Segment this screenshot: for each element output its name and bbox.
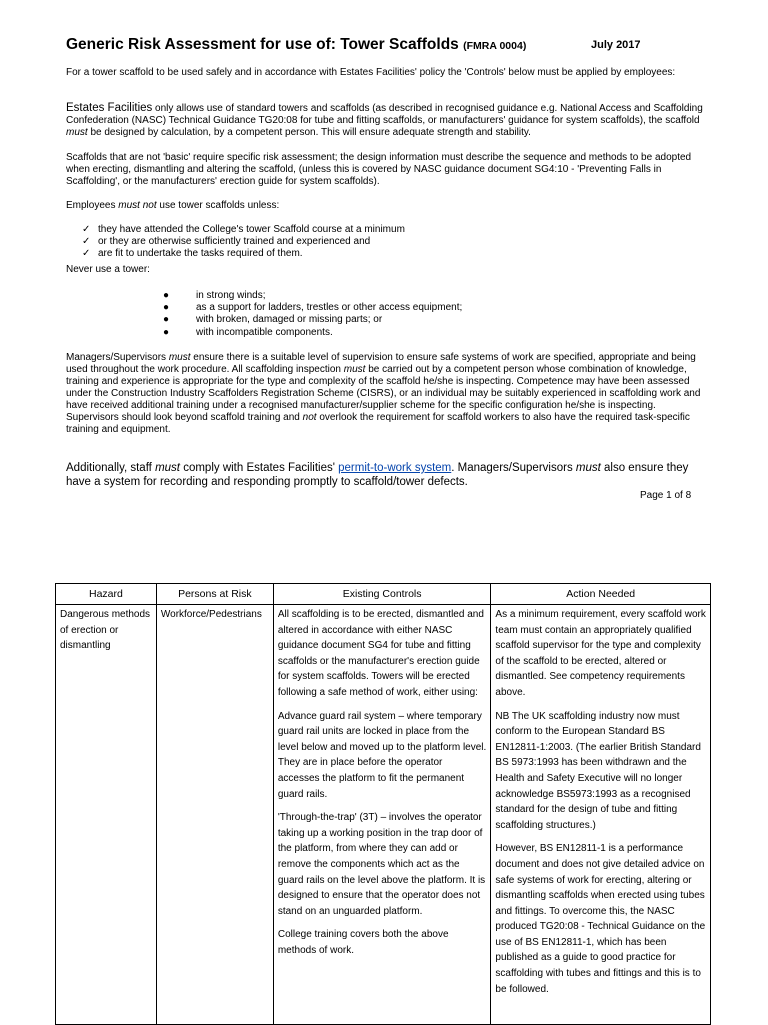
assessment-code: (FMRA 0004): [463, 40, 527, 52]
managers-emphasis-2: must: [343, 364, 366, 375]
employees-paragraph: [66, 200, 706, 212]
bullet-icon: ●: [163, 290, 170, 301]
managers-text-4: Supervisors should look beyond scaffold training and: [66, 412, 303, 423]
document-date: July 2017: [591, 39, 641, 51]
basic-scaffolds-paragraph: Scaffolds that are not 'basic' require specific risk assessment; the design information must describe the sequence and methods to be adopted when erecting, dismantling and altering the scaffold, (unless this is covered by NASC guidance document SG4:10 - 'Preventing Falls in Scaffolding', or the manufacturers' erection guide for system scaffolds).: [66, 152, 692, 187]
page-title: [66, 36, 706, 54]
never-list-item: [163, 302, 462, 314]
never-use-list: [163, 290, 462, 339]
table-row: [56, 605, 711, 1025]
bullet-icon: ●: [163, 314, 170, 326]
standard-text-2: be designed by calculation, by a competent person. This will ensure adequate strength and stability.: [87, 127, 531, 138]
table-header-row: [56, 584, 711, 605]
controls-paragraph: College training covers both the above methods of work.: [277, 929, 449, 956]
standard-towers-paragraph: [66, 102, 706, 139]
checklist-item: [82, 248, 405, 260]
intro-paragraph: For a tower scaffold to be used safely and in accordance with Estates Facilities' policy the 'Controls' below must be applied by employees:: [66, 67, 676, 78]
employees-emphasis: must not: [118, 200, 157, 211]
cell-controls: [273, 605, 491, 1025]
never-list-text: with broken, damaged or missing parts; or: [196, 314, 383, 326]
managers-text-5: overlook the requirement for scaffold workers to also have the required task-specific training and equipment.: [66, 412, 690, 435]
employees-text-2: use tower scaffolds unless:: [156, 200, 280, 211]
header-hazard: Hazard: [56, 584, 157, 605]
additional-text-2: comply with Estates Facilities': [180, 462, 339, 474]
additional-paragraph: [66, 461, 706, 489]
never-list-text: in strong winds;: [196, 290, 266, 301]
header-action-needed: Action Needed: [491, 584, 711, 605]
check-icon: ✓: [82, 224, 91, 235]
managers-text-3: be carried out by a competent person whose combination of knowledge, training and experience is appropriate for the type and complexity of the scaffold he/she is inspecting. Competence may have been assessed under the Construction Industry Scaffolders Registration Scheme (CISRS), or an individual may be suitably experienced in scaffolding work and have received additional training under a recognised manufacturer/supplier scheme for the specific configuration he/she is inspecting.: [66, 364, 701, 411]
standard-text-1: only allows use of standard towers and scaffolds (as described in recognised guidance e.g. National Access and Scaffolding Confederation (NASC) Technical Guidance TG20:08 for tube and fitting scaffolds, or manufacturers' guidance for system scaffolds), the scaffold: [66, 103, 703, 126]
check-icon: ✓: [82, 236, 91, 247]
managers-emphasis-1: must: [168, 352, 191, 363]
additional-emphasis-1: must: [155, 462, 180, 474]
never-use-label: Never use a tower:: [66, 264, 150, 275]
permit-to-work-link[interactable]: permit-to-work system: [338, 462, 452, 474]
controls-paragraph: All scaffolding is to be erected, dismantled and altered in accordance with either NASC guidance document SG4 for tube and fitting scaffolds or the manufacturer's erection guide for system scaffolds. Towers will be erected following a safe method of work, either using:: [277, 609, 484, 698]
page-number: Page 1 of 8: [640, 490, 692, 501]
checklist-item-text: they have attended the College's tower Scaffold course at a minimum: [98, 224, 405, 235]
never-list-text: with incompatible components.: [196, 326, 333, 338]
standard-emphasis: must: [66, 127, 88, 138]
actions-paragraph: As a minimum requirement, every scaffold work team must contain an appropriately qualified scaffold supervisor for the type and complexity of the scaffold to be erected, altered or dismantled. See competency requirements above.: [495, 609, 706, 698]
bullet-icon: ●: [163, 302, 170, 314]
checklist-item-text: or they are otherwise sufficiently trained and experienced and: [98, 236, 371, 247]
employee-checklist: [82, 224, 405, 260]
cell-actions: [491, 605, 711, 1025]
managers-paragraph: [66, 352, 706, 436]
cell-persons: Workforce/Pedestrians: [156, 605, 273, 1025]
cell-hazard: Dangerous methods of erection or dismantling: [56, 605, 157, 1025]
bullet-icon: ●: [163, 326, 170, 338]
controls-paragraph: 'Through-the-trap' (3T) – involves the operator taking up a working position in the trap door of the platform, from where they can add or remove the components which act as the guard rails on the level above the platform. It is designed to ensure that the operator does not stand on an unguarded platform.: [277, 812, 486, 917]
risk-assessment-table: [55, 583, 711, 1025]
never-list-item: [163, 314, 462, 326]
never-list-item: [163, 290, 462, 302]
check-icon: ✓: [82, 248, 91, 259]
checklist-item: [82, 236, 405, 248]
additional-text-1: Additionally, staff: [66, 462, 156, 474]
never-list-item: [163, 327, 462, 339]
employees-text-1: Employees: [66, 200, 119, 211]
header-existing-controls: Existing Controls: [273, 584, 491, 605]
checklist-item-text: are fit to undertake the tasks required of them.: [98, 248, 303, 259]
managers-text-2: ensure there is a suitable level of supervision to ensure safe systems of work are specified, appropriate and being used throughout the work procedure. All scaffolding inspection: [66, 352, 696, 375]
additional-text-4: also ensure they have a system for recording and responding promptly to scaffold/tower defects.: [66, 462, 689, 488]
header-persons-at-risk: Persons at Risk: [156, 584, 273, 605]
estates-facilities-lead: Estates Facilities: [66, 102, 153, 114]
never-list-text: as a support for ladders, trestles or other access equipment;: [196, 302, 463, 314]
actions-paragraph: NB The UK scaffolding industry now must conform to the European Standard BS EN12811-1:2003. (The earlier British Standard BS 5973:1993 has been withdrawn and the Health and Safety Executive will no longer acknowledge BS5973:1993 as a recognised standard for the design of tube and fitting scaffolding structures.): [495, 710, 701, 831]
managers-text-1: Managers/Supervisors: [66, 352, 169, 363]
managers-emphasis-3: not: [302, 412, 317, 423]
additional-text-3: . Managers/Supervisors: [451, 462, 576, 474]
checklist-item: [82, 224, 405, 236]
title-text: Generic Risk Assessment for use of: Tower Scaffolds: [66, 36, 459, 53]
controls-paragraph: Advance guard rail system – where temporary guard rail units are locked in place from the level below and moved up to the platform level. They are in place before the operator accesses the platform to fit the permanent guard rails.: [277, 710, 487, 800]
additional-emphasis-2: must: [575, 462, 601, 474]
actions-paragraph: However, BS EN12811-1 is a performance document and does not give detailed advice on safe systems of work for erecting, altering or dismantling scaffolds when erected using tubes and fittings. To overcome this, the NASC produced TG20:08 - Technical Guidance on the use of BS EN12811-1, which has been published as a guide to good practice for scaffolding with tubes and fittings and this is to be followed.: [495, 843, 706, 995]
